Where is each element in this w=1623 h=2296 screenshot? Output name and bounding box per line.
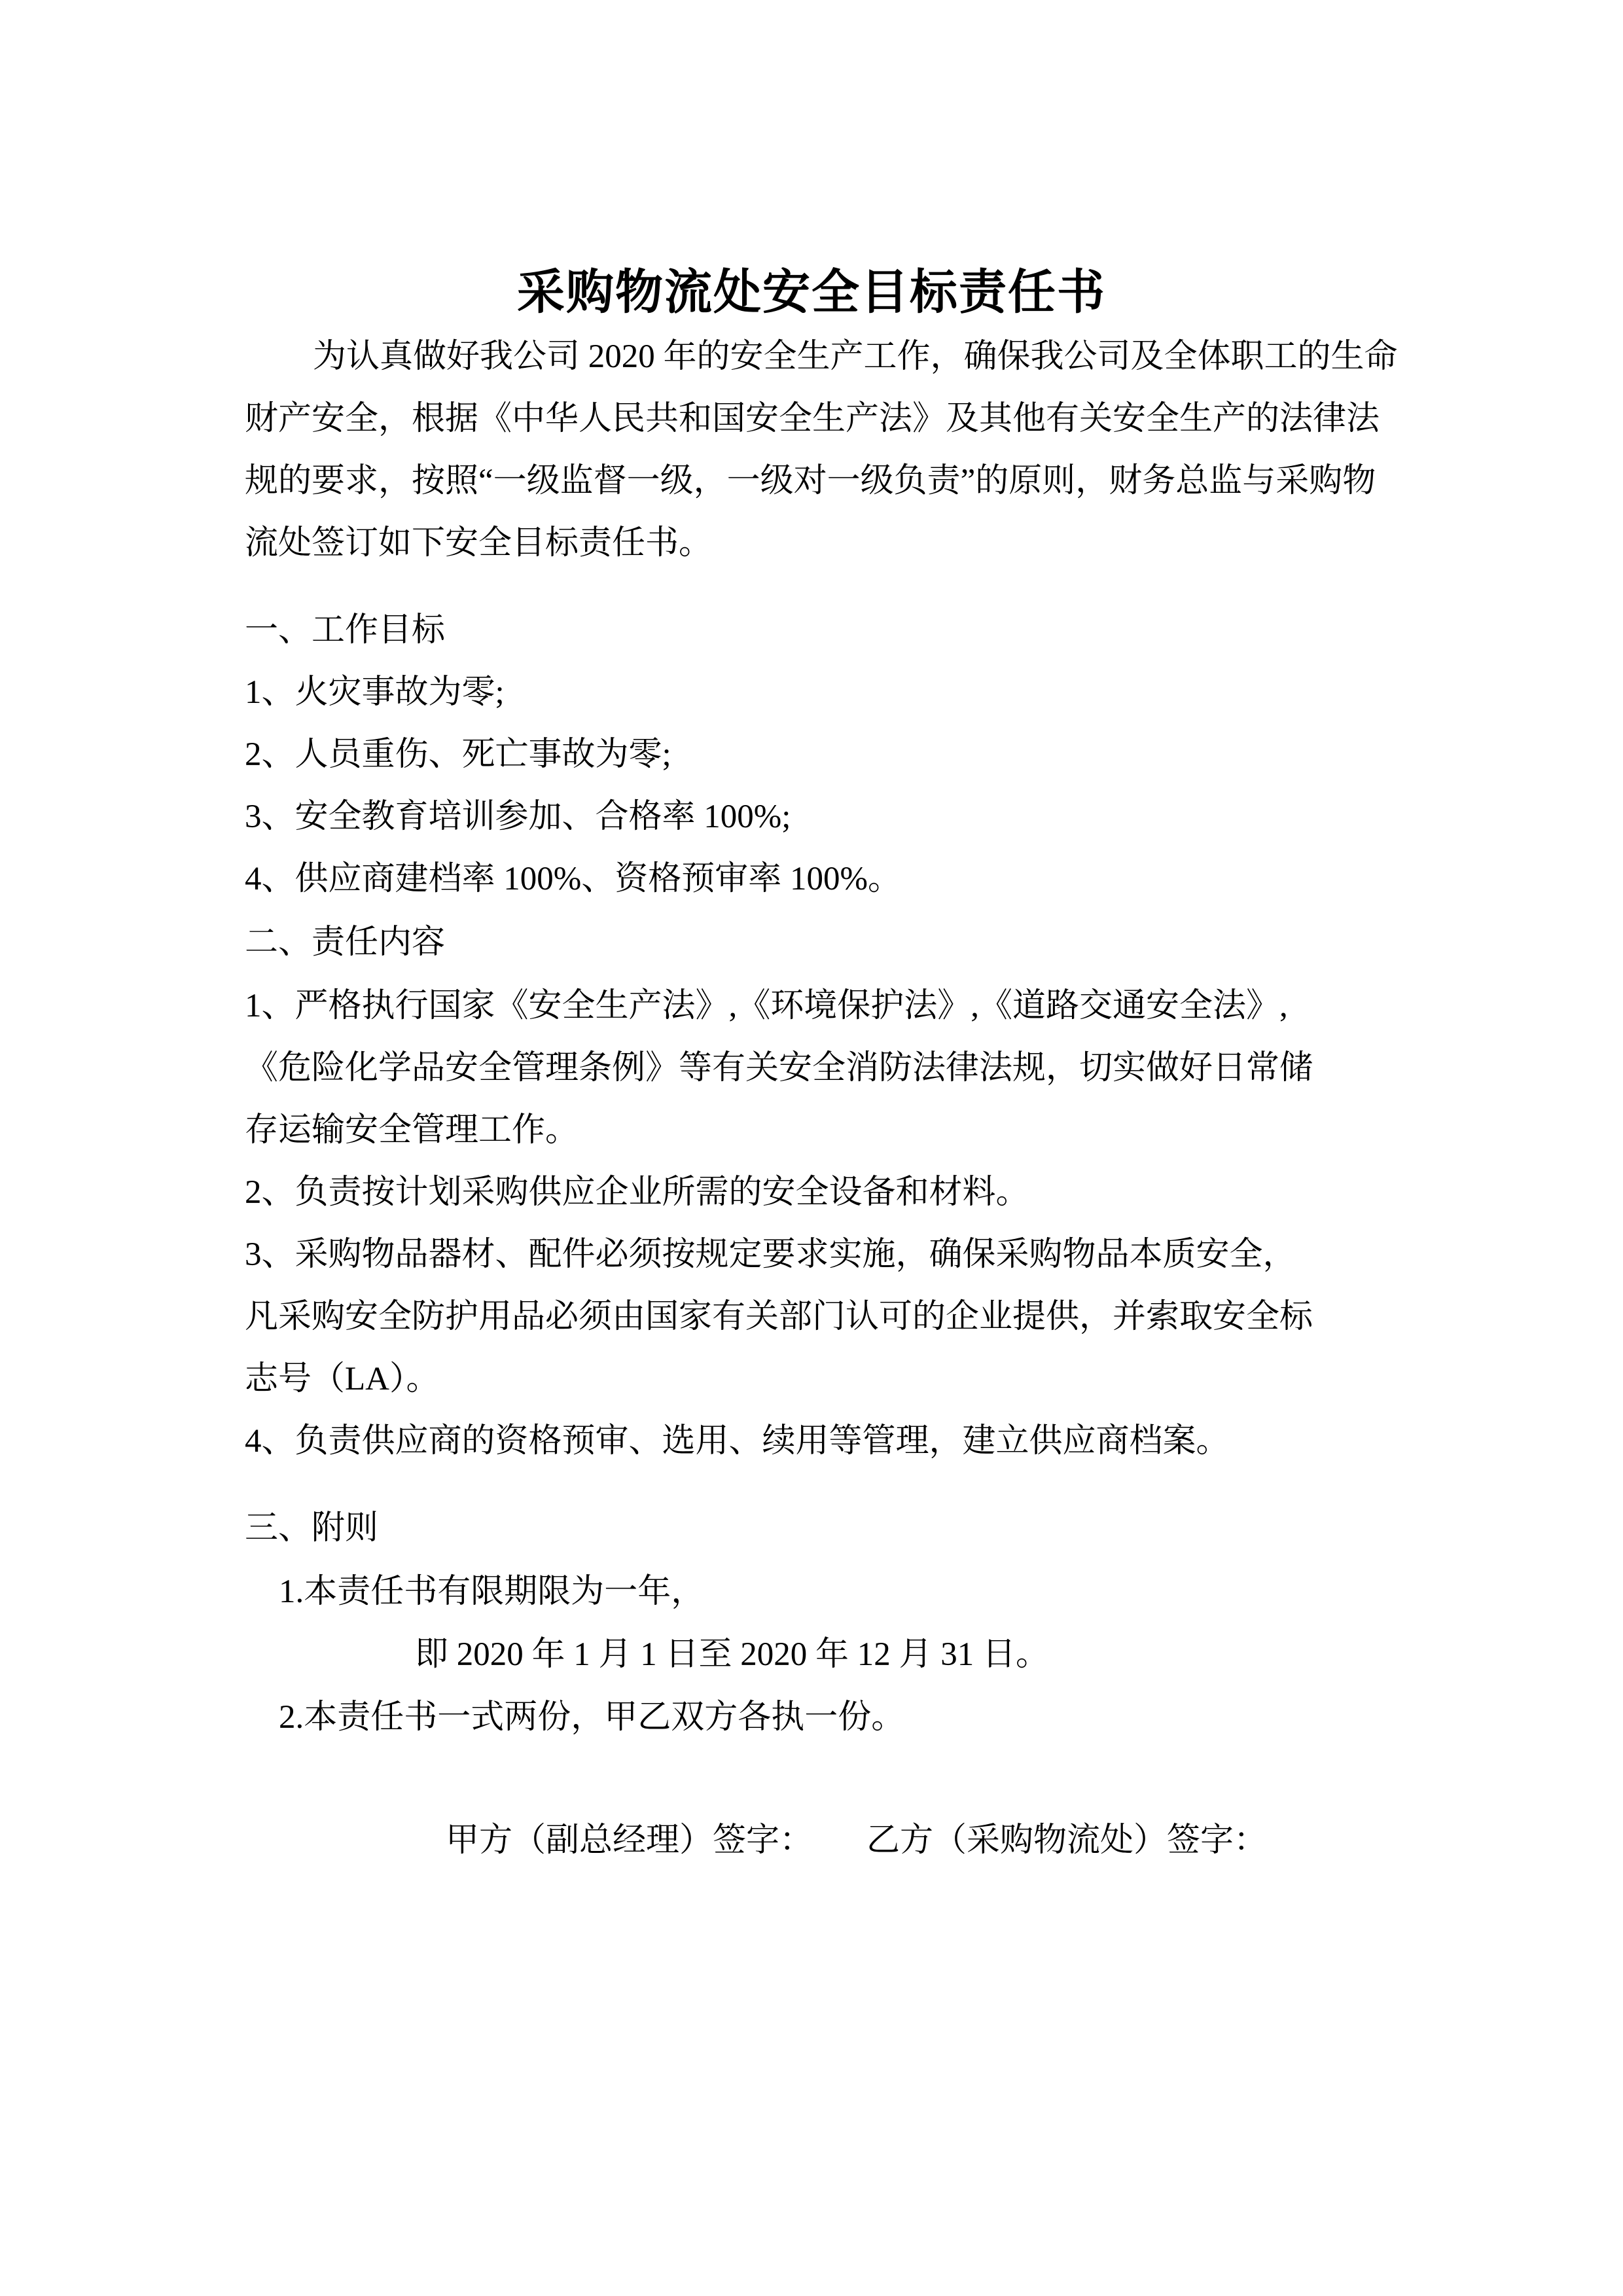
signature-line	[412, 1746, 1268, 1859]
responsibility-line: 1、严格执行国家《安全生产法》,《环境保护法》,《道路交通安全法》,	[245, 988, 1288, 1024]
work-target-item: 3、安全教育培训参加、合格率 100%;	[245, 798, 791, 835]
section3-heading: 三、附则	[245, 1510, 379, 1547]
responsibility-line: 4、负责供应商的资格预审、选用、续用等管理，建立供应商档案。	[245, 1423, 1230, 1460]
responsibility-line: 3、采购物品器材、配件必须按规定要求实施，确保采购物品本质安全，	[245, 1236, 1296, 1273]
responsibility-line: 凡采购安全防护用品必须由国家有关部门认可的企业提供，并索取安全标	[245, 1299, 1313, 1335]
intro-line: 财产安全，根据《中华人民共和国安全生产法》及其他有关安全生产的法律法	[245, 401, 1380, 437]
responsibility-line: 志号（LA）。	[245, 1361, 440, 1397]
supplementary-line: 2.本责任书一式两份，甲乙双方各执一份。	[279, 1699, 905, 1736]
work-target-item: 1、火灾事故为零;	[245, 674, 505, 711]
intro-line: 流处签订如下安全目标责任书。	[245, 525, 713, 562]
section2-heading: 二、责任内容	[245, 924, 446, 961]
responsibility-line: 2、负责按计划采购供应企业所需的安全设备和材料。	[245, 1174, 1029, 1211]
responsibility-line: 存运输安全管理工作。	[245, 1112, 579, 1149]
party-b-signature-label: 乙方（采购物流处）签字：	[866, 1822, 1268, 1859]
supplementary-line: 1.本责任书有限期限为一年，	[279, 1573, 705, 1610]
validity-period-line: 即 2020 年 1 月 1 日至 2020 年 12 月 31 日。	[415, 1636, 1050, 1673]
intro-line: 为认真做好我公司 2020 年的安全生产工作，确保我公司及全体职工的生命	[313, 338, 1398, 375]
responsibility-line: 《危险化学品安全管理条例》等有关安全消防法律法规，切实做好日常储	[245, 1050, 1313, 1086]
party-a-signature-label: 甲方（副总经理）签字：	[446, 1822, 813, 1859]
document-title: 采购物流处安全目标责任书	[517, 265, 1106, 319]
intro-line: 规的要求，按照“一级监督一级，一级对一级负责”的原则，财务总监与采购物	[245, 463, 1376, 499]
work-target-item: 4、供应商建档率 100%、资格预审率 100%。	[245, 861, 901, 897]
section1-heading: 一、工作目标	[245, 612, 446, 649]
work-target-item: 2、人员重伤、死亡事故为零;	[245, 736, 671, 773]
